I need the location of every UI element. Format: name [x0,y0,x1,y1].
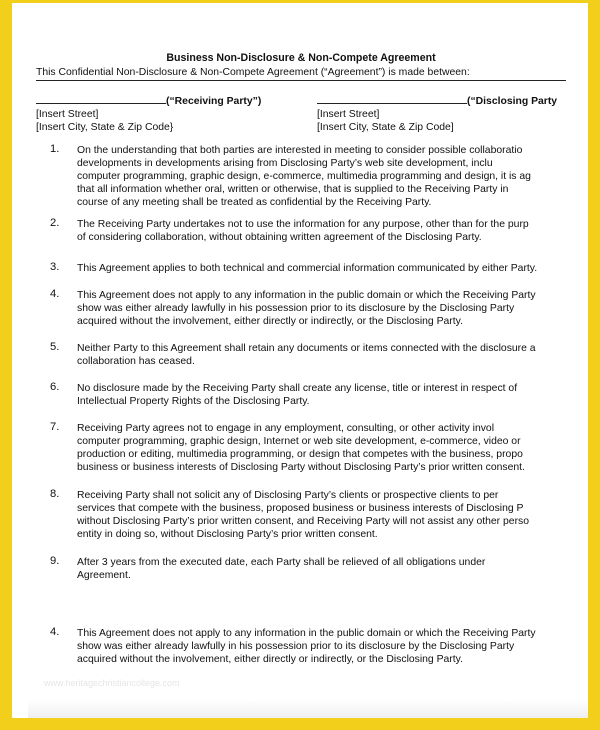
clause-text [77,556,566,582]
clause-number: 7. [50,421,60,433]
clause-line: This Agreement does not apply to any information in the public domain or which the Receiving Party [77,290,536,301]
clause-number: 3. [50,261,60,273]
clause-line: computer programming, graphic design, Internet or web site development, e-commerce, video or [77,436,521,447]
clause-line: collaboration has ceased. [77,356,195,367]
disclosing-party-blank [317,92,467,104]
clause-text [77,422,566,474]
watermark: www.heritagechristiancollege.com [44,678,180,688]
clause-line: acquired without the involvement, either directly or indirectly, or the Disclosing Party. [77,316,463,327]
clause-line: computer programming, graphic design, e-commerce, multimedia programming and design, it is ag [77,171,531,182]
clause-line: services that compete with the business, proposed business or business interests of Disclosing P [77,503,524,514]
disclosing-party-street: [Insert Street] [317,109,380,120]
clause-line: that all information whether oral, written or otherwise, that is supplied to the Receiving Party in [77,184,509,195]
clause-line: show was either already lawfully in his possession prior to its disclosure by the Disclosing Party [77,303,515,314]
disclosing-party-city: [Insert City, State & Zip Code] [317,122,454,133]
clause-text [77,289,566,328]
clause-number: 5. [50,341,60,353]
clause-text [77,627,566,666]
clause-text [77,262,566,275]
receiving-party-block [36,92,261,134]
clause-line: without Disclosing Party’s prior written consent, and Receiving Party will not assist any other perso [77,516,530,527]
receiving-party-city: [Insert City, State & Zip Code} [36,122,174,133]
clause-text [77,144,566,209]
disclosing-party-label: (“Disclosing Party [467,96,558,107]
clause-line: After 3 years from the executed date, each Party shall be relieved of all obligations under [77,557,486,568]
clause-line: developments in developments arising from Disclosing Party’s web site development, inclu [77,158,493,169]
clause-line: The Receiving Party undertakes not to use the information for any purpose, other than for the purp [77,219,529,230]
receiving-party-street: [Insert Street] [36,109,99,120]
clause-line: Receiving Party shall not solicit any of Disclosing Party’s clients or prospective clients to per [77,490,499,501]
clause-line: business or business interests of Disclosing Party without Disclosing Party’s prior written consent. [77,462,525,473]
clause-number: 8. [50,488,60,500]
clause-number: 1. [50,143,60,155]
clause-line: show was either already lawfully in his possession prior to its disclosure by the Disclosing Party [77,641,515,652]
clause-number: 4. [50,288,60,300]
clause-text [77,342,566,368]
clause-line: No disclosure made by the Receiving Party shall create any license, title or interest in respect of [77,383,518,394]
clause-number: 6. [50,381,60,393]
clause-line: entity in doing so, without Disclosing Party’s prior written consent. [77,529,378,540]
receiving-party-blank [36,92,166,104]
intro-line: This Confidential Non-Disclosure & Non-Compete Agreement (“Agreement”) is made between: [36,66,566,81]
document-page [36,48,566,688]
clause-line: Neither Party to this Agreement shall retain any documents or items connected with the disclosure a [77,343,536,354]
clause-line: Receiving Party agrees not to engage in any employment, consulting, or other activity invol [77,423,495,434]
clause-line: production or editing, multimedia programming, or design that competes with the business, propo [77,449,523,460]
clause-line: This Agreement applies to both technical and commercial information communicated by either Party. [77,263,538,274]
disclosing-party-block [317,92,557,134]
receiving-party-label: (“Receiving Party”) [166,96,262,107]
clause-line: Intellectual Property Rights of the Disclosing Party. [77,396,310,407]
clause-number: 4. [50,626,60,638]
document-title: Business Non-Disclosure & Non-Compete Agreement [166,52,436,64]
clause-line: This Agreement does not apply to any information in the public domain or which the Receiving Party [77,628,536,639]
clause-text [77,489,566,541]
clause-number: 9. [50,555,60,567]
clause-number: 2. [50,217,60,229]
clause-line: acquired without the involvement, either directly or indirectly, or the Disclosing Party. [77,654,463,665]
clause-text [77,382,566,408]
clause-line: of considering collaboration, without obtaining written agreement of the Disclosing Party. [77,232,482,243]
clause-line: course of any meeting shall be treated as confidential by the Receiving Party. [77,197,432,208]
clause-text [77,218,566,244]
clause-line: On the understanding that both parties are interested in meeting to consider possible collaboratio [77,145,523,156]
clause-line: Agreement. [77,570,131,581]
